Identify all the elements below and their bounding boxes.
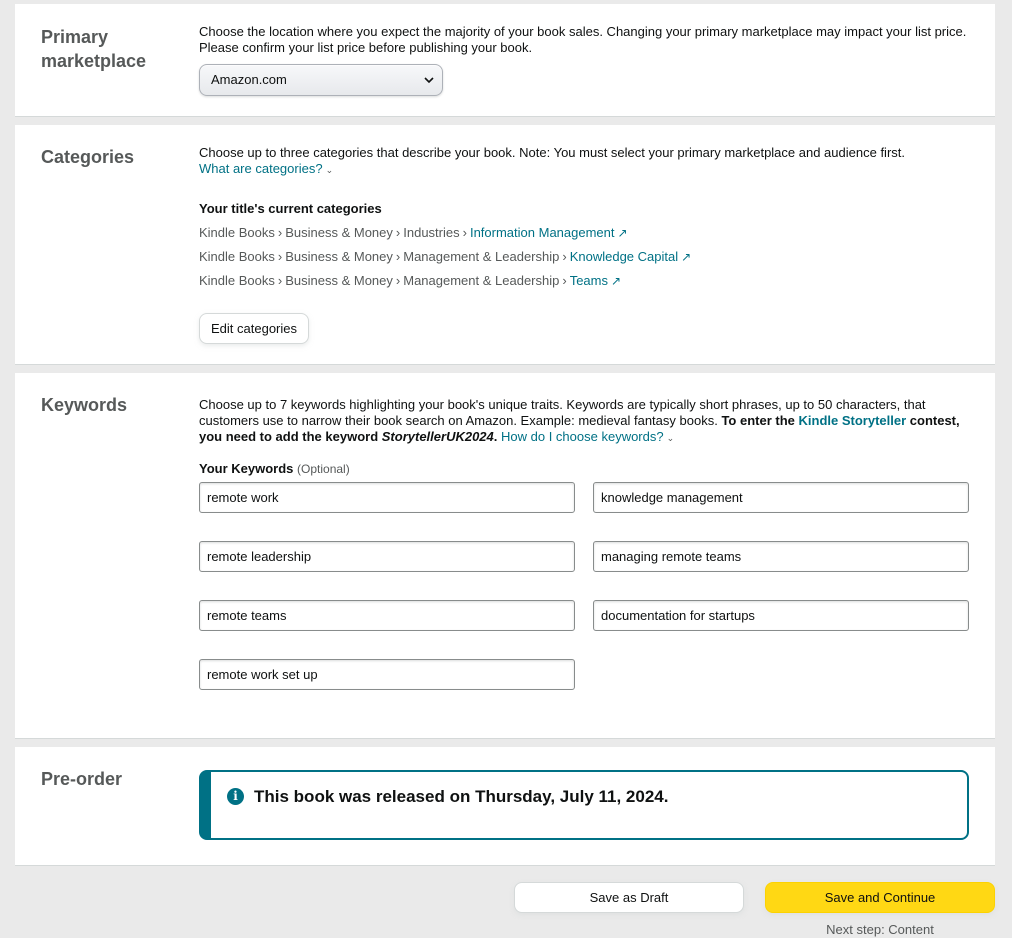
breadcrumb-separator: › <box>395 225 401 240</box>
optional-label: (Optional) <box>297 462 350 476</box>
breadcrumb-separator: › <box>395 273 401 288</box>
category-path-segment: Industries <box>403 225 460 240</box>
external-link-icon: ↗ <box>611 274 622 288</box>
contest-suffix: contest, you need to add the keyword <box>199 413 960 444</box>
category-leaf-link[interactable]: Knowledge Capital <box>569 249 679 264</box>
preorder-title: Pre-order <box>41 769 123 789</box>
keywords-description-text: Choose up to 7 keywords highlighting your book's unique traits. Keywords are typically short phrases, up to 50 characters, that customers use to narrow their book search on Amazon. Example: medieval fantasy books. <box>199 397 926 428</box>
keywords-description <box>199 397 969 446</box>
categories-description-text: Choose up to three categories that describe your book. Note: You must select your primary marketplace and audience first. <box>199 145 905 160</box>
preorder-section <box>15 747 995 866</box>
category-row <box>199 245 969 269</box>
category-path-segment: Management & Leadership <box>403 249 560 264</box>
breadcrumb-separator: › <box>277 249 283 264</box>
release-info-alert <box>199 770 969 840</box>
breadcrumb-separator: › <box>462 225 467 240</box>
keyword-input-3[interactable] <box>199 541 575 572</box>
breadcrumb-separator: › <box>562 249 567 264</box>
contest-prefix: To enter the <box>721 413 795 428</box>
marketplace-description: Choose the location where you expect the majority of your book sales. Changing your primary marketplace may impact your list price. Please confirm your list price before publishing your book. <box>199 24 967 55</box>
keyword-input-7[interactable] <box>199 659 575 690</box>
category-path-segment: Kindle Books <box>199 225 275 240</box>
marketplace-title: Primary marketplace <box>41 27 147 71</box>
category-row <box>199 269 969 293</box>
breadcrumb-separator: › <box>562 273 567 288</box>
keyword-input-4[interactable] <box>593 541 969 572</box>
category-path-segment: Business & Money <box>285 249 393 264</box>
category-row <box>199 221 969 245</box>
marketplace-selected-value: Amazon.com <box>211 72 287 87</box>
how-choose-keywords-link[interactable]: How do I choose keywords? <box>501 429 664 444</box>
keyword-input-6[interactable] <box>593 600 969 631</box>
category-leaf-link[interactable]: Teams <box>569 273 608 288</box>
marketplace-select[interactable] <box>199 64 443 96</box>
save-and-continue-button[interactable]: Save and Continue <box>765 882 995 913</box>
category-path-segment: Kindle Books <box>199 249 275 264</box>
what-are-categories-link[interactable]: What are categories? <box>199 161 323 176</box>
category-path-segment: Business & Money <box>285 225 393 240</box>
info-icon: i <box>227 788 244 805</box>
external-link-icon: ↗ <box>681 250 692 264</box>
contest-keyword: StorytellerUK2024 <box>381 429 494 444</box>
keywords-title: Keywords <box>41 395 128 415</box>
current-categories <box>199 201 969 293</box>
chevron-down-icon: ⌄ <box>325 165 334 175</box>
keyword-input-1[interactable] <box>199 482 575 513</box>
external-link-icon: ↗ <box>617 226 628 240</box>
contest-end: . <box>493 429 498 444</box>
keyword-input-5[interactable] <box>199 600 575 631</box>
chevron-down-icon: ⌄ <box>666 433 675 443</box>
breadcrumb-separator: › <box>395 249 401 264</box>
keyword-input-2[interactable] <box>593 482 969 513</box>
breadcrumb-separator: › <box>277 225 283 240</box>
your-keywords-label: Your Keywords <box>199 461 294 476</box>
marketplace-section <box>15 4 995 117</box>
current-categories-heading: Your title's current categories <box>199 201 382 216</box>
category-leaf-link[interactable]: Information Management <box>469 225 615 240</box>
category-path-segment: Kindle Books <box>199 273 275 288</box>
breadcrumb-separator: › <box>277 273 283 288</box>
categories-description <box>199 145 969 178</box>
edit-categories-button[interactable]: Edit categories <box>199 313 309 344</box>
category-path-segment: Management & Leadership <box>403 273 560 288</box>
keywords-section <box>15 373 995 739</box>
categories-section <box>15 125 995 365</box>
next-step-label: Next step: Content <box>826 922 934 937</box>
save-as-draft-button[interactable]: Save as Draft <box>514 882 744 913</box>
category-list <box>199 221 969 293</box>
release-message: This book was released on Thursday, July 11, 2024. <box>254 787 669 806</box>
kindle-storyteller-link[interactable]: Kindle Storyteller <box>798 413 907 428</box>
chevron-down-icon <box>424 75 434 85</box>
keywords-label <box>199 461 969 477</box>
category-path-segment: Business & Money <box>285 273 393 288</box>
categories-title: Categories <box>41 147 135 167</box>
